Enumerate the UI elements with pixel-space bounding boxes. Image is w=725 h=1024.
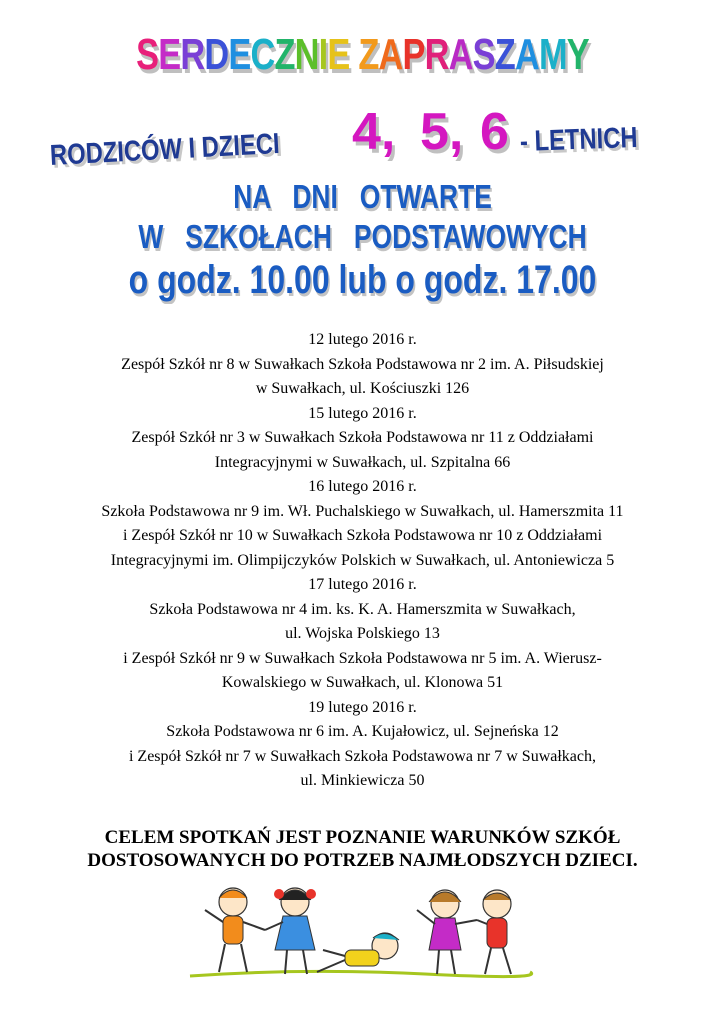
- schedule-line: ul. Wojska Polskiego 13: [285, 625, 440, 642]
- schedule-line: Zespół Szkół nr 3 w Suwałkach Szkoła Podstawowa nr 11 z Oddziałami: [131, 429, 594, 446]
- title-letter: E: [228, 30, 251, 79]
- hours-heading: o godz. 10.00 lub o godz. 17.00: [128, 258, 597, 302]
- audience-line: [0, 100, 725, 180]
- schedule-list: [0, 328, 725, 794]
- schedule-line: i Zespół Szkół nr 10 w Suwałkach Szkoła Podstawowa nr 10 z Oddziałami: [122, 527, 603, 544]
- schedule-line: Integracyjnymi w Suwałkach, ul. Szpitalna 66: [214, 453, 511, 471]
- schedule-date: 16 lutego 2016 r.: [308, 478, 417, 495]
- schedule-line: i Zespół Szkół nr 9 w Suwałkach Szkoła Podstawowa nr 5 im. A. Wierusz-: [123, 649, 602, 667]
- footer-line-1: CELEM SPOTKAŃ JEST POZNANIE WARUNKÓW SZKÓŁ: [104, 827, 621, 848]
- schools-heading: W SZKOŁACH PODSTAWOWYCH: [138, 218, 587, 255]
- schedule-line: Integracyjnymi im. Olimpijczyków Polskich w Suwałkach, ul. Antoniewicza 5: [110, 551, 615, 569]
- title-letter: C: [250, 30, 275, 79]
- title-letter: S: [136, 30, 159, 79]
- title-letter: M: [538, 30, 567, 79]
- title-letter: I: [318, 30, 328, 79]
- schedule-line: w Suwałkach, ul. Kościuszki 126: [255, 380, 470, 397]
- age-5: 5,: [420, 103, 464, 161]
- schedule-date: 15 lutego 2016 r.: [308, 404, 417, 422]
- schedule-line: ul. Minkiewicza 50: [300, 772, 425, 789]
- kid-4-figure: [417, 890, 477, 974]
- title-letter: R: [424, 30, 449, 79]
- title-letter: P: [402, 30, 425, 79]
- title-letter: A: [514, 30, 539, 79]
- schedule-line: Szkoła Podstawowa nr 9 im. Wł. Puchalskiego w Suwałkach, ul. Hamerszmita 11: [101, 502, 624, 520]
- age-6: 6: [480, 103, 509, 161]
- schedule-line: Kowalskiego w Suwałkach, ul. Klonowa 51: [221, 674, 504, 691]
- title-letter: D: [204, 30, 229, 79]
- schedule-line: Szkoła Podstawowa nr 4 im. ks. K. A. Hamerszmita w Suwałkach,: [149, 600, 576, 618]
- title-letter: A: [378, 30, 403, 79]
- title-letter: Z: [358, 30, 379, 79]
- open-days-heading: NA DNI OTWARTE: [233, 178, 492, 215]
- schedule-date: 17 lutego 2016 r.: [308, 576, 417, 593]
- title-letter: N: [294, 30, 319, 79]
- title-letter: A: [448, 30, 473, 79]
- title-letter: Z: [274, 30, 295, 79]
- age-4: 4,: [352, 103, 396, 161]
- title-letter: E: [158, 30, 181, 79]
- title-letter: [350, 30, 359, 80]
- title-letter: Z: [494, 30, 515, 79]
- schedule-date: 12 lutego 2016 r.: [308, 331, 417, 348]
- kid-3-figure: [317, 933, 399, 972]
- schedule-line: i Zespół Szkół nr 7 w Suwałkach Szkoła Podstawowa nr 7 w Suwałkach,: [128, 747, 597, 765]
- schedule-line: Szkoła Podstawowa nr 6 im. A. Kujałowicz, ul. Sejneńska 12: [166, 723, 559, 740]
- schedule-date: 19 lutego 2016 r.: [308, 698, 417, 716]
- title-letter: E: [327, 30, 350, 79]
- audience-year-olds: - LETNICH: [519, 121, 639, 158]
- grass-line: [190, 971, 532, 976]
- title-letter: Y: [566, 30, 589, 79]
- title-letter: S: [472, 30, 495, 79]
- audience-parents-children: RODZICÓW I DZIECI: [49, 127, 281, 172]
- kid-5-figure: [477, 890, 511, 974]
- kid-1-figure: [205, 888, 265, 972]
- title-letter: R: [180, 30, 205, 79]
- footer-message: [0, 826, 725, 872]
- kid-2-figure: [265, 888, 316, 974]
- page-title: [80, 30, 646, 80]
- schedule-line: Zespół Szkół nr 8 w Suwałkach Szkoła Podstawowa nr 2 im. A. Piłsudskiej: [121, 355, 604, 373]
- footer-line-2: DOSTOSOWANYCH DO POTRZEB NAJMŁODSZYCH DZIECI.: [87, 850, 638, 871]
- children-illustration: [185, 880, 535, 990]
